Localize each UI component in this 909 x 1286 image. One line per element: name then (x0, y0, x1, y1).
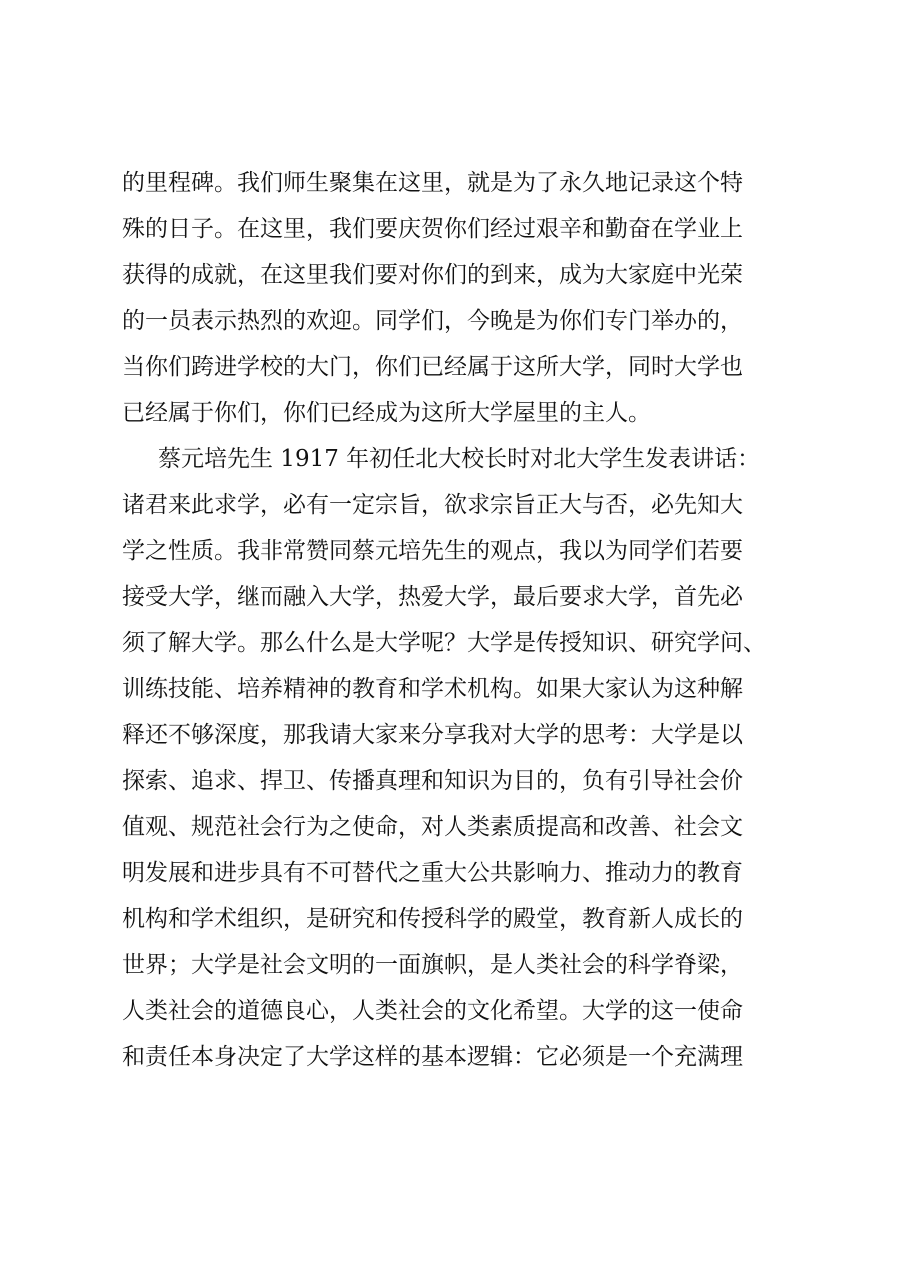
text-line: 已经属于你们，你们已经成为这所大学屋里的主人。 (122, 400, 651, 426)
text-line: 诸君来此求学，必有一定宗旨，欲求宗旨正大与否，必先知大 (122, 492, 743, 518)
text-line: 机构和学术组织，是研究和传授科学的殿堂，教育新人成长的 (122, 906, 743, 932)
text-line: 的一员表示热烈的欢迎。同学们，今晚是为你们专门举办的， (122, 308, 743, 334)
document-body (122, 160, 802, 1080)
text-line: 接受大学，继而融入大学，热爱大学，最后要求大学，首先必 (122, 584, 743, 610)
text-line: 训练技能、培养精神的教育和学术机构。如果大家认为这种解 (122, 676, 743, 702)
text-line: 当你们跨进学校的大门，你们已经属于这所大学，同时大学也 (122, 354, 743, 380)
text-line: 和责任本身决定了大学这样的基本逻辑：它必须是一个充满理 (122, 1044, 743, 1070)
text-line: 的里程碑。我们师生聚集在这里，就是为了永久地记录这个特 (122, 170, 743, 196)
text-line: 探索、追求、捍卫、传播真理和知识为目的，负有引导社会价 (122, 768, 743, 794)
text-line: 值观、规范社会行为之使命，对人类素质提高和改善、社会文 (122, 814, 743, 840)
text-line: 学之性质。我非常赞同蔡元培先生的观点，我以为同学们若要 (122, 538, 743, 564)
paragraph-2 (122, 436, 802, 1080)
text-line: 殊的日子。在这里，我们要庆贺你们经过艰辛和勤奋在学业上 (122, 216, 743, 242)
text-line: 释还不够深度，那我请大家来分享我对大学的思考：大学是以 (122, 722, 743, 748)
text-line: 人类社会的道德良心，人类社会的文化希望。大学的这一使命 (122, 998, 743, 1024)
text-line: 蔡元培先生 1917 年初任北大校长时对北大学生发表讲话： (158, 446, 761, 472)
text-line: 须了解大学。那么什么是大学呢？大学是传授知识、研究学问、 (122, 630, 766, 656)
text-line: 世界；大学是社会文明的一面旗帜，是人类社会的科学脊梁， (122, 952, 743, 978)
paragraph-1 (122, 160, 802, 436)
text-line: 获得的成就，在这里我们要对你们的到来，成为大家庭中光荣 (122, 262, 743, 288)
text-line: 明发展和进步具有不可替代之重大公共影响力、推动力的教育 (122, 860, 743, 886)
